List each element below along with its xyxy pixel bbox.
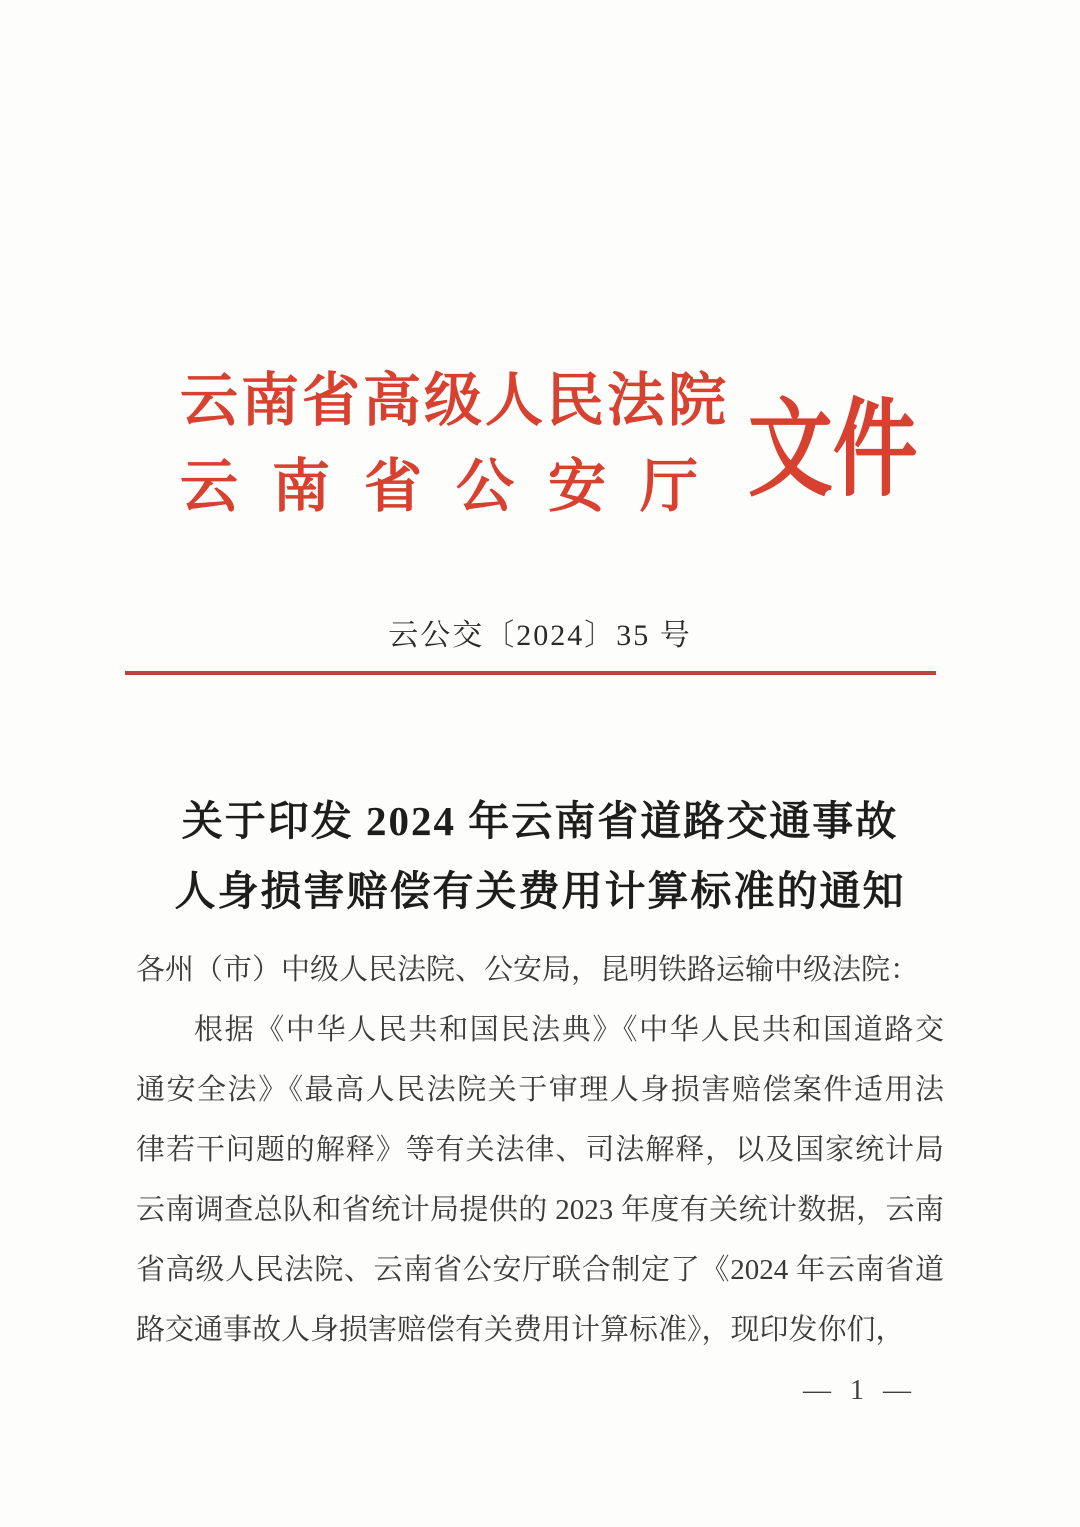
body-line-2: 通安全法》《最高人民法院关于审理人身损害赔偿案件适用法 bbox=[136, 1074, 944, 1106]
salutation-line: 各州（市）中级人民法院、公安局，昆明铁路运输中级法院： bbox=[136, 954, 920, 986]
body-line-4: 云南调查总队和省统计局提供的 2023 年度有关统计数据，云南 bbox=[136, 1194, 944, 1226]
page-number: — 1 — bbox=[803, 1375, 917, 1406]
body-line-5: 省高级人民法院、云南省公安厅联合制定了《2024 年云南省道 bbox=[136, 1254, 944, 1286]
doc-type-label: 文件 bbox=[748, 392, 918, 509]
org-name-line-1: 云南省高级人民法院 bbox=[180, 368, 730, 433]
document-title bbox=[0, 786, 1080, 926]
title-line-2: 人身损害赔偿有关费用计算标准的通知 bbox=[174, 868, 906, 914]
title-line-1: 关于印发 2024 年云南省道路交通事故 bbox=[181, 798, 899, 844]
doc-number: 云公交〔2024〕35 号 bbox=[388, 619, 692, 652]
body-line-3: 律若干问题的解释》等有关法律、司法解释，以及国家统计局 bbox=[136, 1134, 944, 1166]
letterhead bbox=[180, 370, 736, 518]
red-divider-line bbox=[125, 671, 936, 675]
document-body bbox=[136, 940, 944, 1360]
body-line-1: 根据《中华人民共和国民法典》《中华人民共和国道路交 bbox=[194, 1014, 944, 1046]
org-name-line-2: 云南省公安厅 bbox=[180, 454, 733, 519]
body-line-6: 路交通事故人身损害赔偿有关费用计算标准》，现印发你们， bbox=[136, 1314, 905, 1346]
